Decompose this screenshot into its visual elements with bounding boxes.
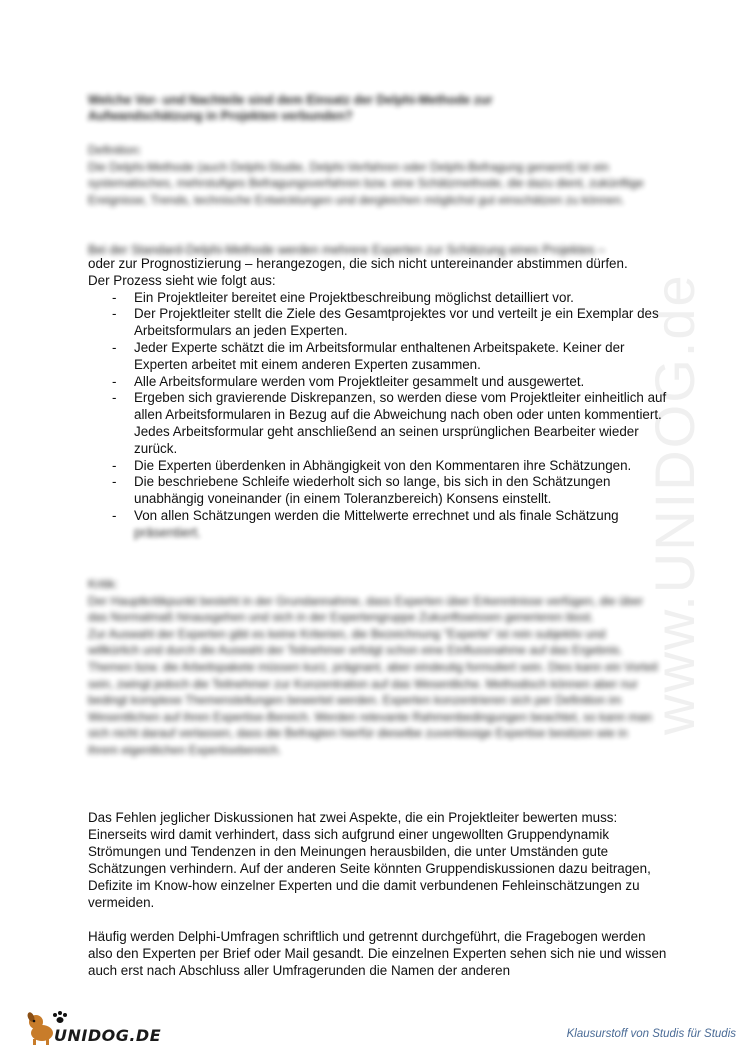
process-step-end: präsentiert. — [134, 524, 201, 540]
process-step: - Jeder Experte schätzt die im Arbeitsformular enthaltenen Arbeitspakete. Keiner der Experten arbeitet mit einem anderen Experten zusammen. — [112, 339, 625, 372]
title-line-1: Welche Vor- und Nachteile sind dem Einsatz der Delphi-Methode zur — [88, 93, 493, 107]
title-line-2: Aufwandschätzung in Projekten verbunden? — [88, 109, 353, 123]
footer-slogan: Klausurstoff von Studis für Studis — [566, 1028, 736, 1040]
process-step: - Alle Arbeitsformulare werden vom Projektleiter gesammelt und ausgewertet. — [112, 373, 585, 389]
process-section — [88, 256, 668, 542]
definition-section — [88, 142, 668, 208]
unidog-logo — [24, 1008, 164, 1048]
definition-heading: Definition: — [88, 143, 142, 157]
process-step: - Der Projektleiter stellt die Ziele des Gesamtprojektes vor und verteilt je ein Exemplar des Arbeitsformulars an jeden Experten. — [112, 306, 659, 339]
process-intro: Der Prozess sieht wie folgt aus: — [88, 272, 276, 288]
process-list — [88, 290, 668, 542]
discussion-paragraph: Das Fehlen jeglicher Diskussionen hat zwei Aspekte, die ein Projektleiter bewerten muss: Einerseits wird damit verhindert, dass sich aufgrund einer ungewollten Gruppendynamik Strömungen und Tendenzen in den Meinungen herausbilden, die unter Umständen gute Schätzungen verhindern. Auf der anderen Seite könnten Gruppendiskussionen dazu beitragen, Defizite im Know-how einzelner Experten und die damit verbundenen Fehleinschätzungen zu vermeiden. — [88, 810, 651, 910]
process-step: - Von allen Schätzungen werden die Mittelwerte errechnet und als finale Schätzung präsentiert. — [88, 508, 668, 542]
discussion-section — [88, 809, 673, 996]
document-title — [88, 92, 608, 124]
kritik-paragraph-1: Der Hauptkritikpunkt besteht in der Grundannahme, dass Experten über Erkenntnisse verfügen, die über das Normalmaß hinausgehen und sich in der Expertengruppe Zukunftswissen generieren lässt. — [88, 593, 643, 625]
process-step: - Ein Projektleiter bereitet eine Projektbeschreibung möglichst detailliert vor. — [112, 289, 574, 305]
process-step: - Die beschriebene Schleife wiederholt sich so lange, bis sich in den Schätzungen unabhängig voneinander (in einem Toleranzbereich) Konsens einstellt. — [112, 474, 611, 507]
kritik-section — [88, 576, 658, 759]
process-step: - Die Experten überdenken in Abhängigkeit von den Kommentaren ihre Schätzungen. — [112, 457, 632, 473]
logo-text: UNIDOG.DE — [54, 1026, 162, 1045]
standard-method-line-2: oder zur Prognostizierung – herangezogen, die sich nicht untereinander abstimmen dürfen. — [88, 256, 628, 271]
kritik-heading: Kritik: — [88, 577, 118, 591]
definition-text: Die Delphi-Methode (auch Delphi-Studie, Delphi-Verfahren oder Delphi-Befragung genannt) ist ein systematisches, mehrstufiges Befragungsverfahren bzw. eine Schätzmethode, die dazu dient, zukünftige Ereignisse, Trends, technische Entwicklungen und dergleichen möglichst gut einschätzen zu können. — [88, 159, 644, 207]
standard-method-line-1: Bei der Standard-Delphi-Methode werden mehrere Experten zur Schätzung eines Projektes – — [88, 243, 605, 257]
kritik-paragraph-2: Zur Auswahl der Experten gibt es keine Kriterien, die Bezeichnung "Experte" ist rein subjektiv und willkürlich und durch die Auswahl der Teilnehmer erfolgt schon eine Einflussnahme auf das Ergebnis. Themen bzw. die Arbeitspakete müssen kurz, prägnant, aber eindeutig formuliert sein. Dies kann ein Vorteil sein, zwingt jedoch die Teilnehmer zur Konzentration auf das Wesentliche. Methodisch können aber nur bedingt komplexe Themenstellungen bewertet werden. Experten konzentrieren sich per Definition im Wesentlichen auf ihren Expertise-Bereich. Werden relevante Rahmenbedingungen beachtet, so kann man sich nicht darauf verlassen, dass die Befragten hierfür dieselbe zuverlässige Expertise besitzen wie in ihrem eigentlichen Expertisebereich. — [88, 626, 658, 757]
process-step: - Ergeben sich gravierende Diskrepanzen, so werden diese vom Projektleiter einheitlich auf allen Arbeitsformularen in Bezug auf die Abweichung nach oben oder unten kommentiert. Jedes Arbeitsformular geht anschließend an seinen ursprünglichen Bearbeiter wieder zurück. — [112, 390, 667, 456]
survey-paragraph: Häufig werden Delphi-Umfragen schriftlich und getrennt durchgeführt, die Fragebogen werden also den Experten per Brief oder Mail gesandt. Die einzelnen Experten sehen sich nie und wissen auch erst nach Abschluss aller Umfragerunden die Namen der anderen — [88, 929, 667, 978]
watermark: www.UNIDOG.de — [643, 273, 706, 735]
